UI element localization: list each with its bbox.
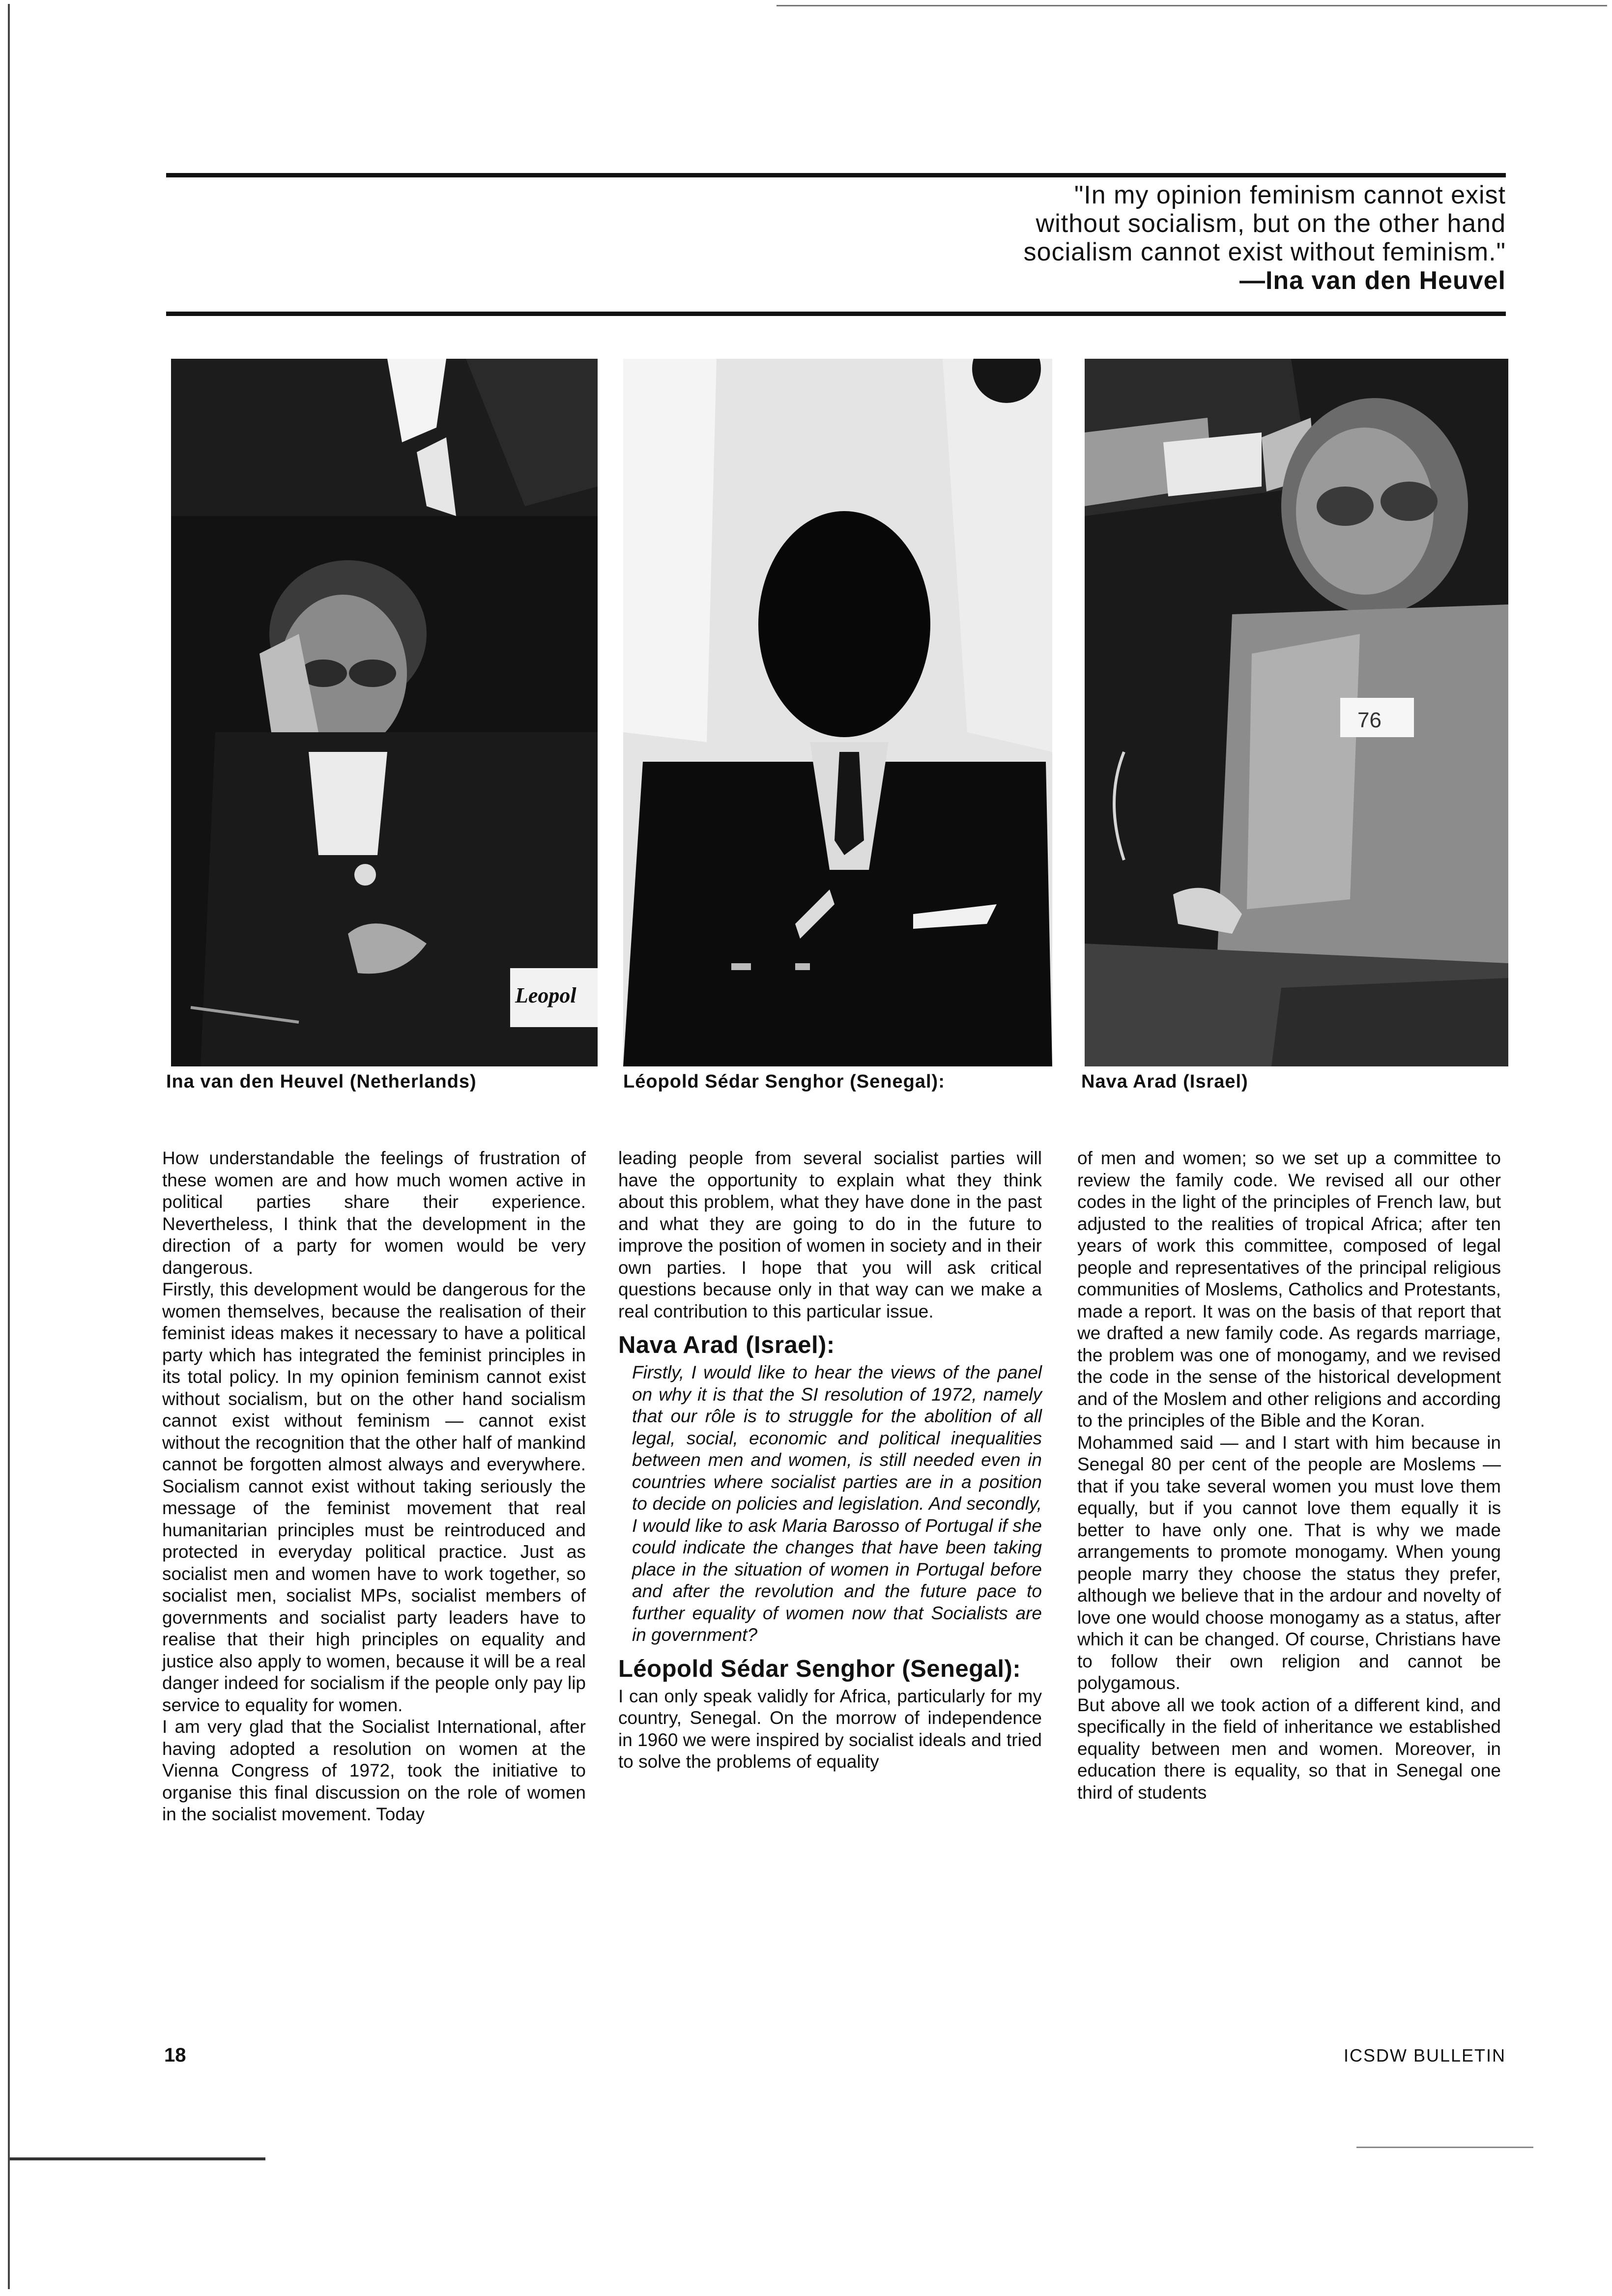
photo-leopold-sedar-senghor <box>623 359 1052 1066</box>
publication-name: ICSDW BULLETIN <box>1343 2045 1506 2066</box>
speaker-heading: Nava Arad (Israel): <box>618 1332 835 1358</box>
pull-quote-rule-top <box>166 173 1506 177</box>
photo-caption: Léopold Sédar Senghor (Senegal): <box>623 1071 945 1092</box>
text-column-1 <box>162 1148 586 1826</box>
pull-quote-line: socialism cannot exist without feminism." <box>1023 238 1506 266</box>
scan-edge-bottom <box>10 2157 265 2160</box>
speaker-heading: Léopold Sédar Senghor (Senegal): <box>618 1655 1021 1682</box>
text-column-3 <box>1077 1148 1501 1804</box>
scan-edge-left <box>8 4 10 2289</box>
pull-quote-line: without socialism, but on the other hand <box>1036 209 1506 238</box>
badge-number-text: 76 <box>1357 708 1382 732</box>
scan-edge-top <box>777 5 1607 6</box>
pull-quote <box>818 181 1506 295</box>
pull-quote-author: —Ina van den Heuvel <box>1239 266 1506 295</box>
body-paragraph: I am very glad that the Socialist International, after having adopted a resolution on women at the Vienna Congress of 1972, took the initiative to organise this final discussion on the role of women in the socialist movement. Today <box>162 1717 586 1824</box>
pull-quote-rule-bottom <box>166 312 1506 316</box>
photo-caption: Ina van den Heuvel (Netherlands) <box>166 1071 477 1092</box>
body-paragraph: But above all we took action of a different kind, and specifically in the field of inheritance we established equality between men and women. Moreover, in education there is equality, so that in Senegal one third of students <box>1077 1694 1501 1803</box>
text-column-2 <box>618 1148 1042 1773</box>
photo-ina-van-den-heuvel <box>171 359 598 1066</box>
scan-edge-bottom-right <box>1356 2147 1533 2148</box>
page-number: 18 <box>164 2044 186 2066</box>
pull-quote-line: "In my opinion feminism cannot exist <box>1074 181 1506 209</box>
photo-nava-arad <box>1085 359 1508 1066</box>
stand-label-text: Leopol <box>515 983 576 1007</box>
body-paragraph: Firstly, this development would be dangerous for the women themselves, because the realisation of their feminist ideas makes it necessary to have a political party which has integrated the feminist principles in its total policy. In my opinion feminism cannot exist without socialism, but on the other hand socialism cannot exist without feminism — cannot exist without the recognition that the other half of mankind cannot be forgotten almost always and everywhere. Socialism cannot exist without taking seriously the message of the feminist movement that real humanitarian principles must be reintroduced and protected in everyday political practice. Just as socialist men and women have to work together, so socialist men, socialist MPs, socialist members of governments and socialist party leaders have to realise that their high principles on equality and justice also apply to women, because it will be a real danger indeed for socialism if the people only pay lip service to equality for women. <box>162 1279 586 1715</box>
body-paragraph: of men and women; so we set up a committee to review the family code. We revised all our other codes in the light of the principles of French law, but adjusted to the realities of tropical Africa; after ten years of work this committee, composed of legal people and representatives of the principal religious communities of Moslems, Catholics and Protestants, made a report. It was on the basis of that report that we drafted a new family code. As regards marriage, the problem was one of monogamy, and we revised the code in the sense of the historical development and of the Moslem and other religions and according to the principles of the Bible and the Koran. <box>1077 1148 1501 1431</box>
body-paragraph: leading people from several socialist parties will have the opportunity to explain what they think about this problem, what they have done in the past and what they are going to do in the future to improve the position of women in society and in their own parties. I hope that you will ask critical questions because only in that way can we make a real contribution to this particular issue. <box>618 1148 1042 1321</box>
body-paragraph: I can only speak validly for Africa, particularly for my country, Senegal. On the morrow of independence in 1960 we were inspired by socialist ideals and tried to solve the problems of equality <box>618 1686 1042 1772</box>
question-paragraph: Firstly, I would like to hear the views of the panel on why it is that the SI resolution of 1972, namely that our rôle is to struggle for the abolition of all legal, social, economic and political inequalities between men and women, is still needed even in countries where socialist parties are in a position to decide on policies and legislation. And secondly, I would like to ask Maria Barosso of Portugal if she could indicate the changes that have been taking place in the situation of women in Portugal before and after the revolution and the future pace to further equality of women now that Socialists are in government? <box>632 1362 1042 1645</box>
body-paragraph: How understandable the feelings of frustration of these women are and how much women active in political parties share their experience. Nevertheless, I think that the development in the direction of a party for women would be very dangerous. <box>162 1148 586 1278</box>
body-paragraph: Mohammed said — and I start with him because in Senegal 80 per cent of the people are Moslems — that if you take several women you must love them equally, but if you cannot love them equally it is better to have only one. That is why we made arrangements to promote monogamy. When young people marry they choose the status they prefer, although we believe that in the ardour and novelty of love one would choose monogamy as a status, after which it can be changed. Of course, Christians have to follow their own religion and cannot be polygamous. <box>1077 1432 1501 1693</box>
photo-caption: Nava Arad (Israel) <box>1081 1071 1248 1092</box>
